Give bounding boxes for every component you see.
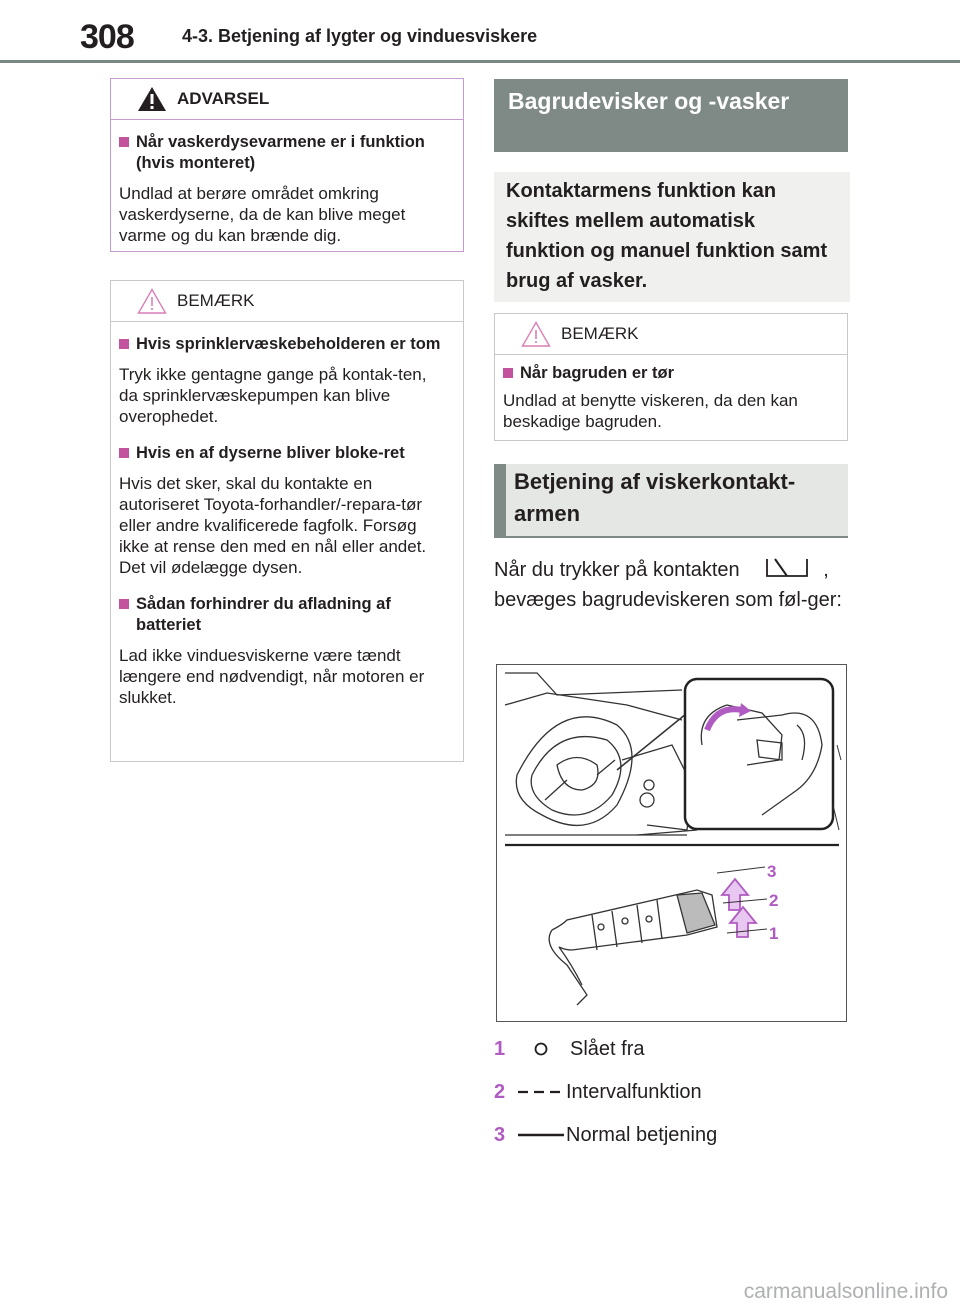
watermark: carmanualsonline.info [743, 1280, 948, 1303]
page-header [0, 0, 960, 62]
notice-item-text: Tryk ikke gentagne gange på kontak-ten, da sprinklervæskepumpen kan blive overophedet. [119, 365, 427, 426]
header-rule [0, 60, 960, 63]
notice-item-text: Undlad at benytte viskeren, da den kan beskadige bagruden. [503, 391, 798, 431]
operation-heading: Betjening af viskerkontakt-armen [494, 464, 848, 538]
rear-wiper-symbol-icon [763, 556, 813, 580]
warning-item-title: Når vaskerdysevarmene er i funktion (hvis monteret) [119, 132, 447, 174]
caution-triangle-icon [137, 288, 167, 314]
bullet-square-icon [503, 368, 513, 378]
solid-line-icon [517, 1131, 565, 1139]
figure-label-1: 1 [769, 924, 779, 943]
notice-header [495, 314, 847, 355]
notice-box-right [494, 313, 848, 441]
figure-label-3: 3 [767, 862, 777, 881]
notice-item-title: Når bagruden er tør [503, 363, 831, 384]
legend-item-normal [494, 1120, 717, 1150]
warning-triangle-icon [137, 86, 167, 112]
notice-item-text: Hvis det sker, skal du kontakte en autoriseret Toyota-forhandler/-repara-tør eller andre kvalificerede fagfolk. Forsøg ikke at rense den med en nål eller andet. Det vil ødelægge dysen. [119, 474, 427, 577]
notice-item-title: Hvis en af dyserne bliver bloke-ret [119, 443, 447, 464]
caution-triangle-icon [521, 321, 551, 347]
legend-item-interval [494, 1077, 702, 1107]
warning-box [110, 78, 464, 252]
legend-number: 1 [494, 1037, 506, 1060]
bullet-square-icon [119, 599, 129, 609]
warning-header [111, 79, 463, 120]
notice-item-text: Lad ikke vinduesviskerne være tændt længere end nødvendigt, når motoren er slukket. [119, 646, 425, 707]
notice-title: BEMÆRK [561, 324, 639, 343]
operation-text: Når du trykker på kontakten , bevæges bagrudeviskeren som føl-ger: [494, 555, 850, 615]
rear-wiper-heading: Bagrudevisker og -vasker [494, 79, 848, 152]
dashed-line-icon [517, 1088, 565, 1096]
legend-number: 3 [494, 1123, 506, 1146]
notice-item-title: Hvis sprinklervæskebeholderen er tom [119, 334, 447, 355]
bullet-square-icon [119, 448, 129, 458]
bullet-square-icon [119, 339, 129, 349]
legend-label: Normal betjening [566, 1123, 718, 1146]
legend-label: Slået fra [570, 1037, 645, 1060]
legend-number: 2 [494, 1080, 506, 1103]
notice-item-title: Sådan forhindrer du afladning af batteriet [119, 594, 447, 636]
warning-item-text: Undlad at berøre området omkring vaskerdyserne, da de kan blive meget varme og du kan brænde dig. [119, 184, 406, 245]
notice-box-left [110, 280, 464, 762]
notice-title: BEMÆRK [177, 291, 255, 310]
legend-item-off [494, 1034, 644, 1064]
notice-header [111, 281, 463, 322]
section-title: 4-3. Betjening af lygter og vinduesviskere [182, 26, 538, 46]
figure-label-2: 2 [769, 891, 779, 910]
wiper-lever-illustration [497, 665, 845, 1020]
legend-label: Intervalfunktion [566, 1080, 702, 1103]
bullet-square-icon [119, 137, 129, 147]
page-number: 308 [80, 18, 134, 56]
warning-title: ADVARSEL [177, 89, 270, 108]
rear-wiper-intro: Kontaktarmens funktion kan skiftes mellem automatisk funktion og manuel funktion samt brug af vasker. [494, 172, 850, 302]
circle-icon [533, 1041, 549, 1057]
wiper-lever-figure [496, 664, 847, 1022]
